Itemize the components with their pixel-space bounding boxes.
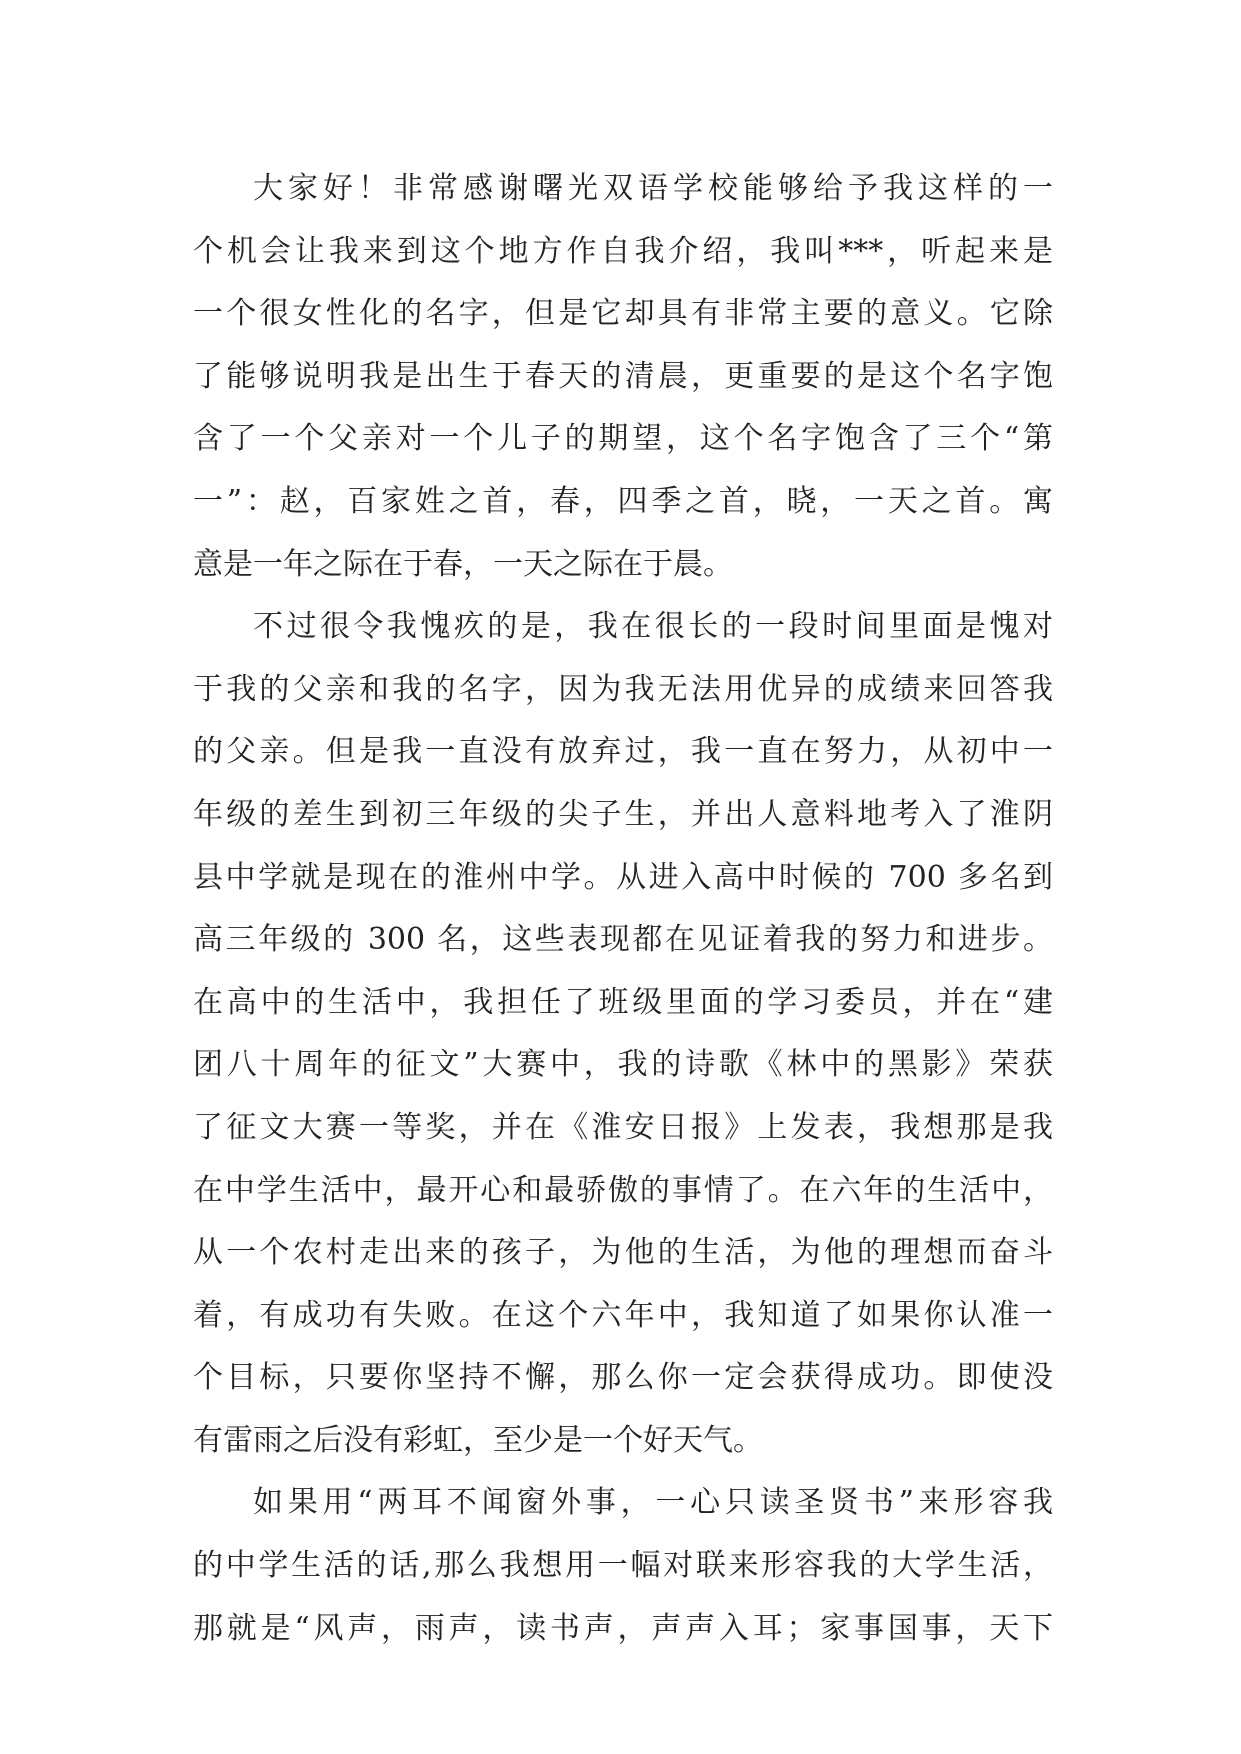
text-line: 意是一年之际在于春，一天之际在于晨。 [193, 546, 733, 582]
text-line: 个机会让我来到这个地方作自我介绍，我叫***，听起来是 [193, 233, 1053, 269]
text-line: 的父亲。但是我一直没有放弃过，我一直在努力，从初中一 [193, 734, 1053, 770]
paragraph-3 [193, 1472, 1053, 1660]
text-line: 在高中的生活中，我担任了班级里面的学习委员，并在“建 [193, 984, 1053, 1020]
text-line: 了能够说明我是出生于春天的清晨，更重要的是这个名字饱 [193, 358, 1053, 394]
text-line: 个目标，只要你坚持不懈，那么你一定会获得成功。即使没 [193, 1360, 1053, 1396]
text-line: 的中学生活的话,那么我想用一幅对联来形容我的大学生活， [193, 1548, 1053, 1584]
text-line: 一”：赵，百家姓之首，春，四季之首，晓，一天之首。寓 [193, 483, 1053, 519]
text-line: 含了一个父亲对一个儿子的期望，这个名字饱含了三个“第 [193, 421, 1053, 457]
text-line: 那就是“风声，雨声，读书声，声声入耳；家事国事，天下 [193, 1610, 1053, 1646]
text-line: 一个很女性化的名字，但是它却具有非常主要的意义。它除 [193, 296, 1053, 332]
text-line: 高三年级的 300 名，这些表现都在见证着我的努力和进步。 [193, 922, 1053, 958]
text-line: 团八十周年的征文”大赛中，我的诗歌《林中的黑影》荣获 [193, 1047, 1053, 1083]
paragraph-2 [193, 596, 1053, 1472]
text-line: 有雷雨之后没有彩虹，至少是一个好天气。 [193, 1422, 763, 1458]
text-line: 如果用“两耳不闻窗外事，一心只读圣贤书”来形容我 [253, 1485, 1053, 1521]
paragraph-1 [193, 158, 1053, 596]
text-line: 年级的差生到初三年级的尖子生，并出人意料地考入了淮阴 [193, 796, 1053, 832]
text-line: 县中学就是现在的淮州中学。从进入高中时候的 700 多名到 [193, 859, 1053, 895]
document-body [193, 158, 1053, 1660]
text-line: 不过很令我愧疚的是，我在很长的一段时间里面是愧对 [253, 609, 1053, 645]
text-line: 于我的父亲和我的名字，因为我无法用优异的成绩来回答我 [193, 671, 1053, 707]
text-line: 着，有成功有失败。在这个六年中，我知道了如果你认准一 [193, 1297, 1053, 1333]
text-line: 大家好！非常感谢曙光双语学校能够给予我这样的一 [253, 171, 1053, 206]
text-line: 从一个农村走出来的孩子，为他的生活，为他的理想而奋斗 [193, 1235, 1053, 1271]
text-line: 了征文大赛一等奖，并在《淮安日报》上发表，我想那是我 [193, 1109, 1053, 1145]
text-line: 在中学生活中，最开心和最骄傲的事情了。在六年的生活中， [193, 1172, 1053, 1208]
